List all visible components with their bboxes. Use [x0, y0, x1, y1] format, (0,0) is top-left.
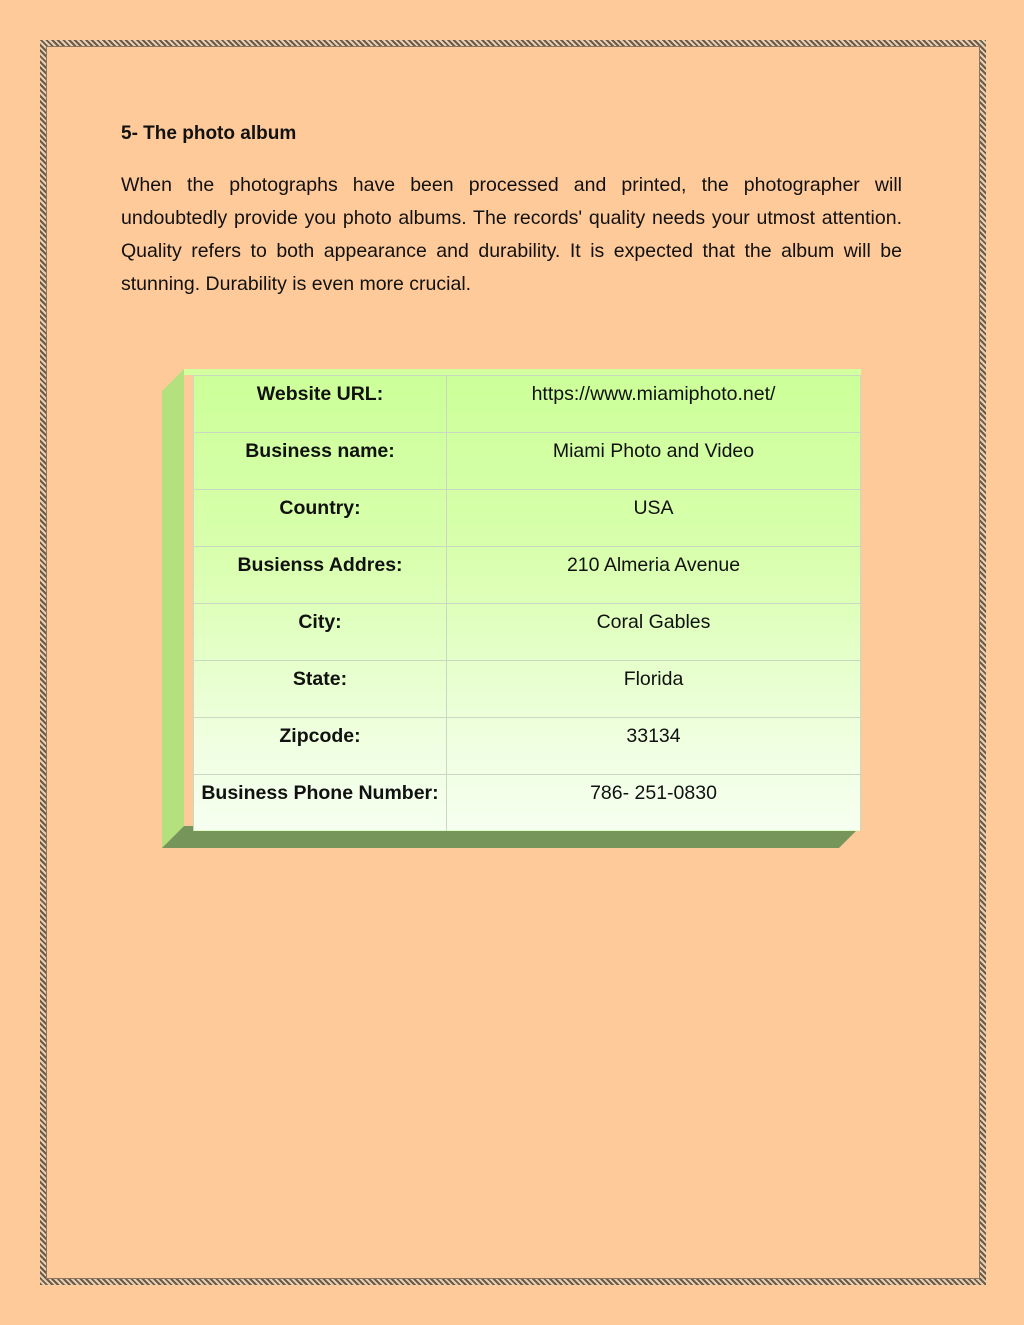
row-value: https://www.miamiphoto.net/ [447, 376, 861, 433]
table-row [194, 718, 861, 775]
business-info-table-body [194, 376, 861, 832]
row-value: 210 Almeria Avenue [447, 547, 861, 604]
row-label: Business name: [194, 433, 447, 490]
row-value: 786- 251-0830 [447, 775, 861, 832]
row-label: Business Phone Number: [194, 775, 447, 832]
row-value: 33134 [447, 718, 861, 775]
row-value: USA [447, 490, 861, 547]
row-label: Website URL: [194, 376, 447, 433]
section-paragraph: When the photographs have been processed and printed, the photographer will undoubtedly provide you photo albums. The records' quality needs your utmost attention. Quality refers to both appearance and durability. It is expected that the album will be stunning. Durability is even more crucial. [121, 174, 902, 295]
table-row [194, 547, 861, 604]
table-row [194, 775, 861, 832]
row-label: State: [194, 661, 447, 718]
table-row [194, 433, 861, 490]
table-row [194, 661, 861, 718]
business-info-table [193, 375, 861, 831]
row-label: Country: [194, 490, 447, 547]
row-label: Zipcode: [194, 718, 447, 775]
table-row [194, 604, 861, 661]
table-row [194, 376, 861, 433]
business-info-box [162, 369, 861, 848]
table-row [194, 490, 861, 547]
row-label: City: [194, 604, 447, 661]
row-value: Miami Photo and Video [447, 433, 861, 490]
bevel-left-face [162, 369, 184, 848]
section-heading: 5- The photo album [121, 123, 297, 144]
row-label: Busienss Addres: [194, 547, 447, 604]
row-value: Coral Gables [447, 604, 861, 661]
row-value: Florida [447, 661, 861, 718]
